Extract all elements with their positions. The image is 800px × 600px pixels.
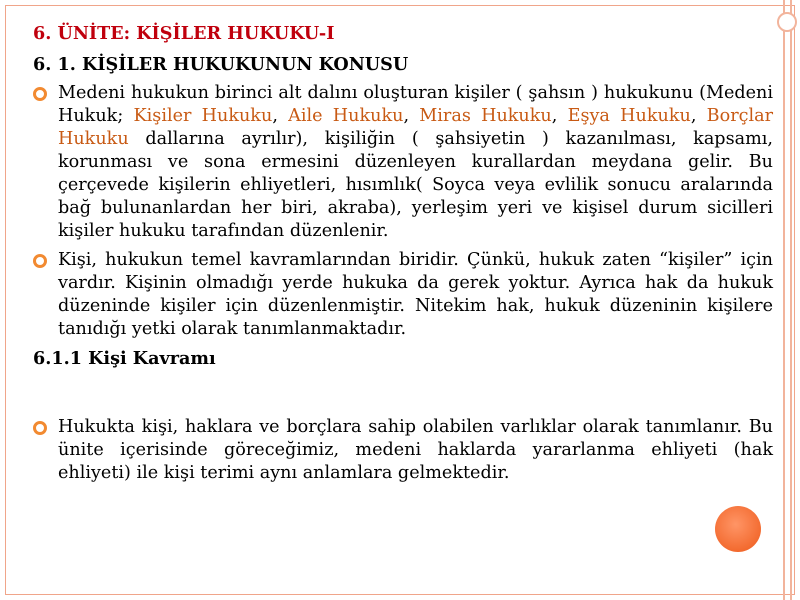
spacer xyxy=(33,376,773,416)
link-miras-hukuku[interactable]: Miras Hukuku xyxy=(419,106,552,126)
separator: , xyxy=(272,106,289,126)
unit-title: 6. ÜNİTE: KİŞİLER HUKUKU-I xyxy=(33,23,335,44)
separator: , xyxy=(403,106,420,126)
separator: , xyxy=(690,106,707,126)
link-esya-hukuku[interactable]: Eşya Hukuku xyxy=(567,106,691,126)
paragraph-text: Kişi, hukukun temel kavramlarından biridir. Çünkü, hukuk zaten “kişiler” için vardır. Kişinin olmadığı yerde hukuka da gerek yoktur. Ayrıca hak da hukuk düzeninde kişiler için düzenlenmiştir. Nitekim hak, hukuk düzeninin kişilere tanıdığı yetki olarak tanımlanmaktadır. xyxy=(58,250,773,339)
link-aile-hukuku[interactable]: Aile Hukuku xyxy=(288,106,404,126)
corner-circle-icon xyxy=(777,12,797,32)
hollow-circle-bullet-icon xyxy=(33,87,47,101)
link-kisiler-hukuku[interactable]: Kişiler Hukuku xyxy=(133,106,273,126)
paragraph-text: dallarına ayrılır), kişiliğin ( şahsiyetin ) kazanılması, kapsamı, korunması ve sona ermesini düzenleyen kurallardan meydana gelir. Bu çerçevede kişilerin ehliyetleri, hısımlık( Soyca veya evlilik sonucu aralarında bağ bulunanlardan her biri, akraba), yerleşim yeri ve kişisel durum sicilleri kişiler hukuku tarafından düzenlenir. xyxy=(58,129,773,241)
section-heading: 6. 1. KİŞİLER HUKUKUNUN KONUSU xyxy=(33,54,409,75)
subsection-heading: 6.1.1 Kişi Kavramı xyxy=(33,348,216,369)
right-border-line xyxy=(783,0,785,600)
hollow-circle-bullet-icon xyxy=(33,254,47,268)
bullet-paragraph-2 xyxy=(33,249,773,341)
right-border-line xyxy=(790,0,792,600)
paragraph-text: Hukukta kişi, haklara ve borçlara sahip olabilen varlıklar olarak tanımlanır. Bu ünite içerisinde göreceğimiz, medeni haklarda yararlanma ehliyeti (hak ehliyeti) ile kişi terimi aynı anlamlara gelmektedir. xyxy=(58,417,773,483)
paragraph-text: Medeni hukukun birinci alt dalını oluşturan kişiler ( şahsın ) hukukunu (Medeni Hukuk; xyxy=(58,83,773,126)
slide-content xyxy=(33,22,773,491)
bullet-paragraph-3 xyxy=(33,416,773,485)
bullet-paragraph-1 xyxy=(33,82,773,243)
hollow-circle-bullet-icon xyxy=(33,421,47,435)
orange-dot-icon xyxy=(715,506,761,552)
separator: , xyxy=(551,106,568,126)
link-borclar-hukuku[interactable]: Borçlar Hukuku xyxy=(58,106,773,149)
